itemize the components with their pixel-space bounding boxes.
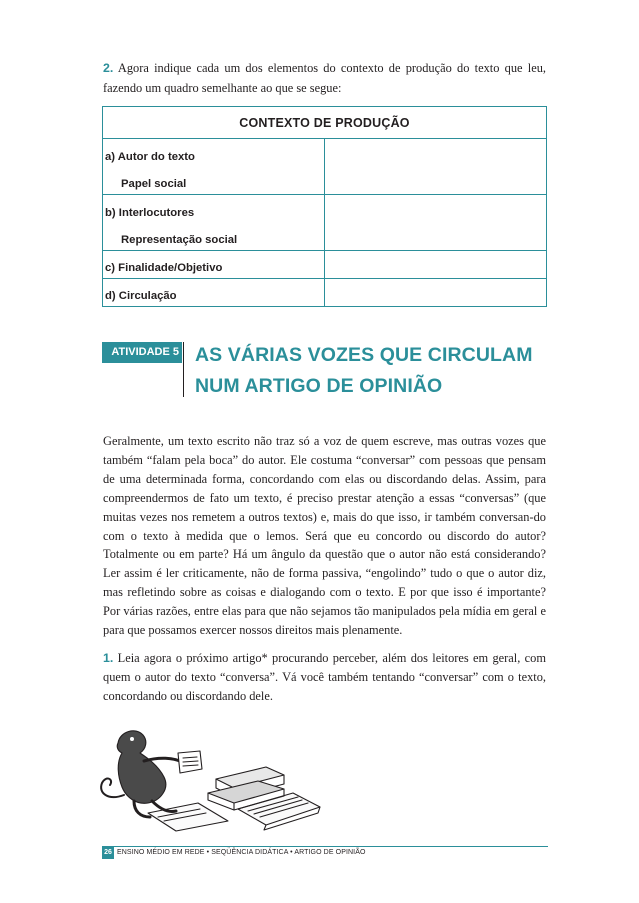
- row-label: c) Finalidade/Objetivo: [105, 262, 223, 274]
- activity-title-line-1: AS VÁRIAS VOZES QUE CIRCULAM: [195, 344, 533, 366]
- question-2-number: 2.: [103, 61, 114, 75]
- question-2-text: Agora indique cada um dos elementos do contexto de produção do texto que leu, fazendo um quadro semelhante ao que se segue:: [103, 61, 546, 95]
- table-row-purpose: [103, 251, 325, 279]
- footer-rule: [102, 846, 548, 847]
- footer-text: ENSINO MÉDIO EM REDE • SEQÜÊNCIA DIDÁTICA • ARTIGO DE OPINIÃO: [117, 849, 366, 856]
- table-cell-empty: [325, 251, 547, 279]
- page-number: 26: [102, 847, 114, 859]
- monkey-reading-books-illustration: [88, 717, 328, 837]
- row-label: a) Autor do texto: [105, 150, 195, 163]
- row-sublabel: Representação social: [121, 234, 238, 246]
- table-header: CONTEXTO DE PRODUÇÃO: [103, 107, 547, 139]
- body-paragraph: Geralmente, um texto escrito não traz só a voz de quem escreve, mas outras vozes que também “falam pela boca” do autor. Ele costuma “conversar” com pessoas que pensam de uma determinada forma, concordando com elas ou discordando delas. Assim, para compreendermos de fato um texto, é preciso prestar atenção a essas “conversas” (que muitas vezes nos remetem a outros textos) e, mais do que isso, ir também conversan-do com o texto à medida que o lemos. Será que eu concordo ou discordo do autor? Totalmente ou em parte? Há um ângulo da questão que o autor não está considerando? Ler assim é ler criticamente, não de forma passiva, “engolindo” tudo o que o autor diz, mas refletindo sobre as coisas e dialogando com o texto. E por que isso é importante? Por várias razões, entre elas para que não sejamos tão manipulados pela mídia em geral e para que possamos exercer nossos direitos mais plenamente.: [103, 434, 546, 638]
- table-row-circulation: [103, 279, 325, 307]
- context-of-production-table: [102, 106, 547, 307]
- question-1: [103, 649, 546, 706]
- activity-title-line-2: NUM ARTIGO DE OPINIÃO: [195, 375, 443, 397]
- row-label: b) Interlocutores: [105, 206, 195, 219]
- table-row-interlocutors: [103, 195, 325, 251]
- table-cell-empty: [325, 139, 547, 195]
- question-2: [103, 58, 546, 98]
- question-1-text: Leia agora o próximo artigo* procurando perceber, além dos leitores em geral, com quem o autor do texto “conversa”. Vá você também tentando “conversar” com o texto, concordando ou discordando dele.: [103, 651, 546, 703]
- activity-title: [195, 340, 555, 402]
- table-cell-empty: [325, 279, 547, 307]
- activity-badge: ATIVIDADE 5: [102, 342, 182, 363]
- table-cell-empty: [325, 195, 547, 251]
- question-1-number: 1.: [103, 651, 114, 665]
- row-sublabel: Papel social: [121, 178, 187, 190]
- table-row-author: [103, 139, 325, 195]
- activity-divider: [183, 342, 184, 397]
- row-label: d) Circulação: [105, 290, 177, 302]
